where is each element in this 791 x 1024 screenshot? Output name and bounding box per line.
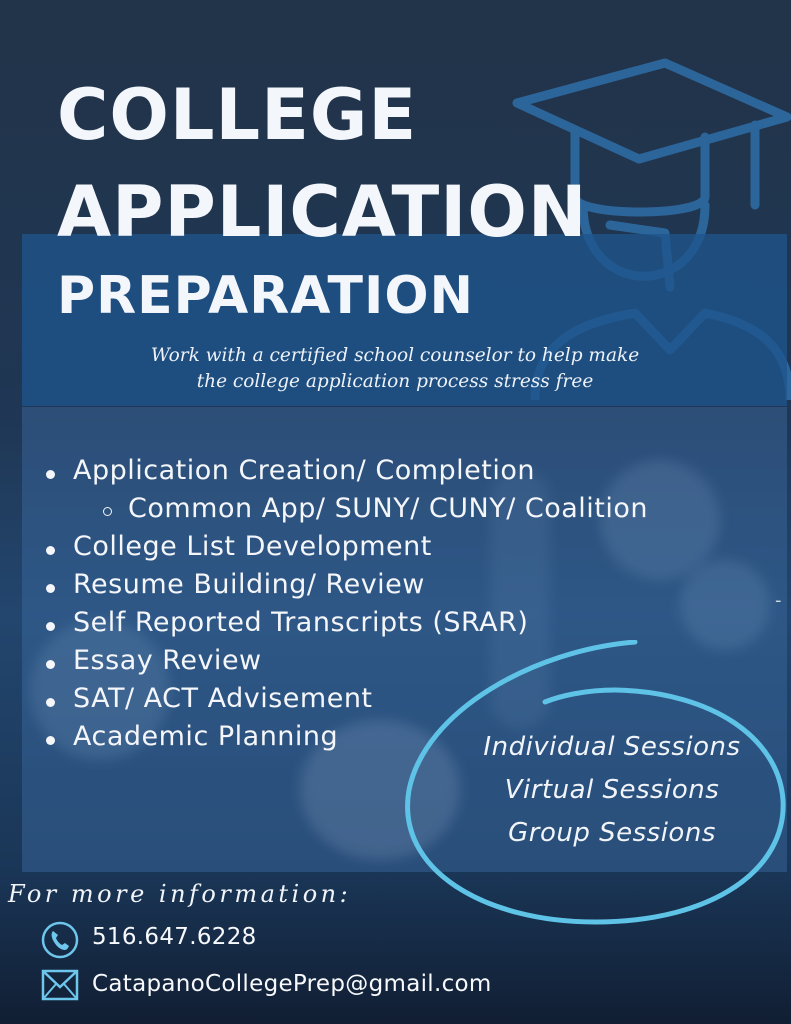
phone-number[interactable]: 516.647.6228 [92,924,257,950]
subtitle [110,343,680,395]
service-item: Academic Planning [73,721,339,752]
service-item: Self Reported Transcripts (SRAR) [73,607,529,638]
subtitle-line-2: the college application process stress free [196,371,594,392]
envelope-icon [41,968,79,1002]
title-line-3: PREPARATION [57,266,475,326]
stray-mark: - [775,590,782,611]
contact-label: For more information: [8,880,352,908]
email-address[interactable]: CatapanoCollegePrep@gmail.com [92,971,492,997]
subtitle-line-1: Work with a certified school counselor to help make [150,345,640,366]
title-line-2: APPLICATION [57,171,588,253]
service-item: SAT/ ACT Advisement [73,683,373,714]
title-line-1: COLLEGE [57,74,418,156]
service-item: College List Development [73,531,432,562]
session-type: Virtual Sessions [504,775,720,805]
phone-icon [40,920,80,960]
service-item: Essay Review [73,645,262,676]
session-type: Individual Sessions [483,732,741,762]
service-item: Application Creation/ Completion [73,455,536,486]
session-type: Group Sessions [508,818,716,848]
service-item: Resume Building/ Review [73,569,425,600]
service-subitem: Common App/ SUNY/ CUNY/ Coalition [128,493,649,524]
